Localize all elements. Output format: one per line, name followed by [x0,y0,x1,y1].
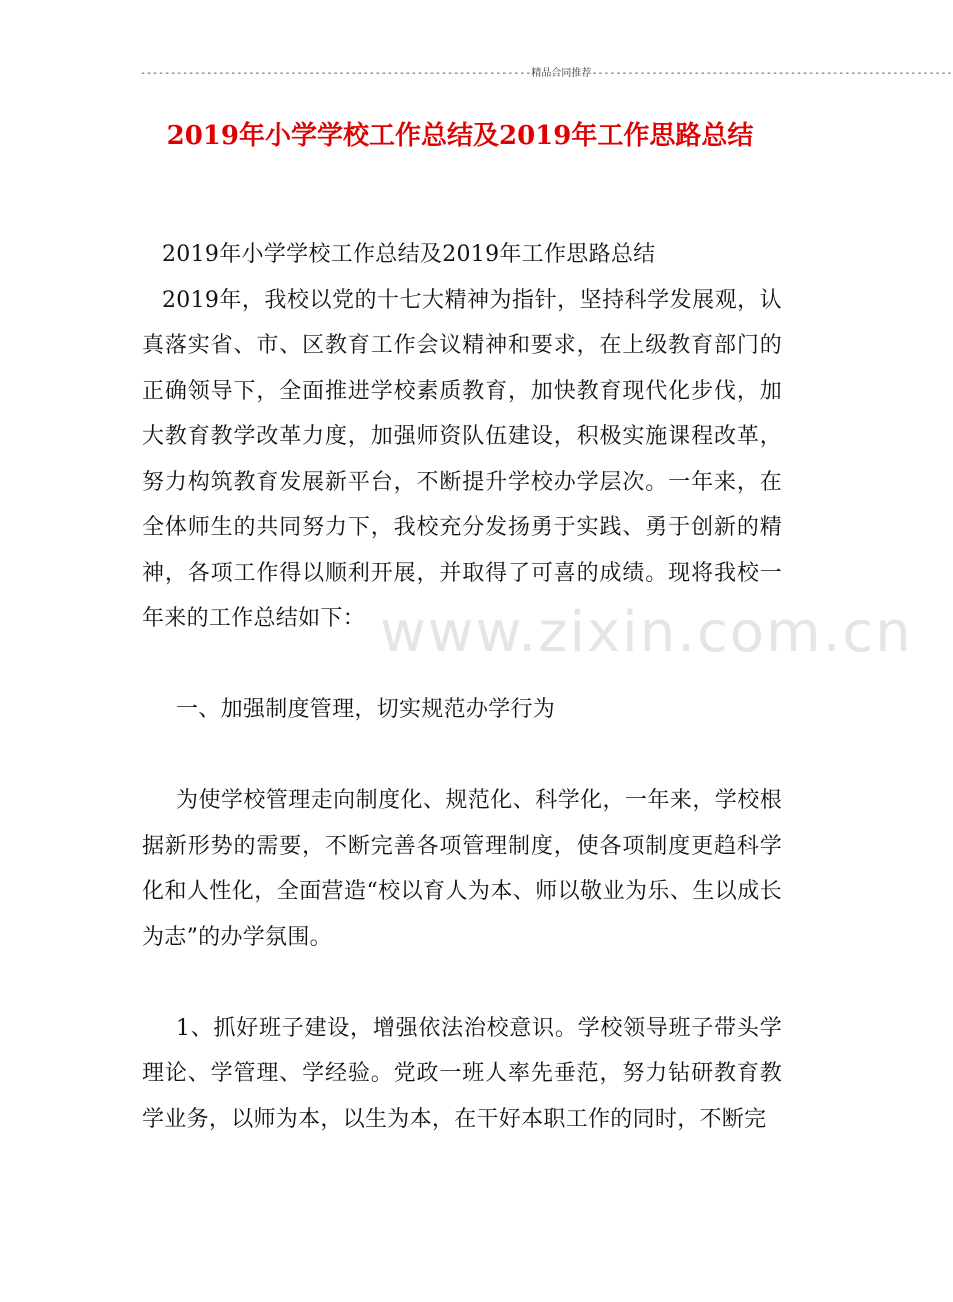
section-heading: 一、加强制度管理，切实规范办学行为 [176,697,556,722]
document-body [142,232,782,1142]
intro-paragraph: 2019年，我校以党的十七大精神为指针，坚持科学发展观，认真落实省、市、区教育工作会议精神和要求，在上级教育部门的正确领导下，全面推进学校素质教育，加快教育现代化步伐，加大教育教学改革力度，加强师资队伍建设，积极实施课程改革，努力构筑教育发展新平台，不断提升学校办学层次。一年来，在全体师生的共同努力下，我校充分发扬勇于实践、勇于创新的精神，各项工作得以顺利开展，并取得了可喜的成绩。现将我校一年来的工作总结如下： [142,287,782,631]
page-title: 2019年小学学校工作总结及2019年工作思路总结 [166,121,754,151]
section-paragraph: 为使学校管理走向制度化、规范化、科学化，一年来，学校根据新形势的需要，不断完善各项管理制度，使各项制度更趋科学化和人性化，全面营造“校以育人为本、师以敬业为乐、生以成长为志”的办学氛围。 [142,788,782,950]
header-divider: -----------------------------------------------------------------精品合同推荐------------------------------------------------------------ [140,68,953,79]
spacer [142,642,782,688]
spacer [142,960,782,1006]
list-item: 1、抓好班子建设，增强依法治校意识。学校领导班子带头学理论、学管理、学经验。党政一班人率先垂范，努力钻研教育教学业务，以师为本，以生为本，在干好本职工作的同时，不断完 [142,1015,782,1132]
spacer [142,733,782,779]
subtitle: 2019年小学学校工作总结及2019年工作思路总结 [162,242,656,267]
watermark: www.zixin.com.cn [380,600,913,665]
